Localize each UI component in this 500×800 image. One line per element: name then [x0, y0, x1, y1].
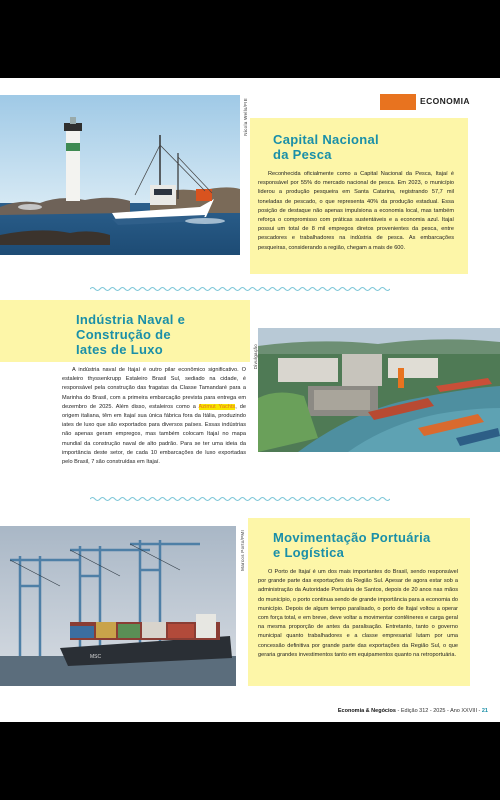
azimut-highlight: Azimut Yachts [198, 403, 236, 410]
photo-credit: Divulgação [253, 344, 258, 370]
shipyard-aerial-photo [258, 328, 500, 452]
fishing-boat-photo [0, 95, 240, 255]
photo-credit: Nicola Wells/FIE [243, 98, 248, 136]
port-cranes-photo [0, 526, 236, 686]
section-tag [380, 94, 500, 110]
section-tag-label: ECONOMIA [420, 96, 470, 106]
magazine-brand: Economia & Negócios [337, 708, 396, 714]
wavy-divider [90, 286, 390, 292]
movimentacao-portuaria-title: Movimentação Portuária e Logística [273, 530, 431, 560]
photo-credit: Marcos Porto/PMI [240, 530, 245, 571]
edition-info: - Edição 312 - 2025 - Ano XXVIII - [395, 708, 482, 714]
page-number: 21 [481, 708, 488, 714]
capital-pesca-body: Reconhecida oficialmente como a Capital Nacional da Pesca, Itajaí é responsável por 55% do mercado nacional de pesca. Em 2023, o município liderou a produção pesqueira em Santa Catarina, registrando 57,7 mil toneladas de pescado, o que representa 40% da produção estadual. Essa posição de destaque não apenas impulsiona a economia local, mas também reforça o compromisso com práticas sustentáveis e a economia azul. Itajaí possui um total de 8 mil empregos diretos provenientes da pesca, entre pescadores e trabalhadores na indústria de pesca. As embarcações pesqueiras, considerando a região, chegam a mais de 600. [258, 171, 454, 251]
svg-text:MSC: MSC [90, 654, 102, 660]
wavy-divider [90, 496, 390, 502]
movimentacao-portuaria-body: O Porto de Itajaí é um dos mais importantes do Brasil, sendo responsável por grande parte das exportações da Região Sul. Apesar de agora estar sob a administração da Autoridade Portuária de Santos, depois de 20 anos nas mãos do município, o porto continua sendo de grande importância para a economia do município. Depois de algum tempo paralisado, o porto de Itajaí voltou a operar com força total, e em breve, deve voltar a movimentar contêineres e carga geral na mesma proporção de antes da paralisação. Entretanto, tanto o governo municipal quanto trabalhadores e a classe empresarial lutam por uma concessão definitiva por grande parte das exportações da Região Sul, o que geraria grandes investimentos tanto em equipamentos quanto na retroportuária. [258, 569, 458, 658]
magazine-page [0, 78, 500, 722]
industria-naval-title: Indústria Naval e Construção de Iates de Luxo [76, 312, 186, 357]
industria-naval-body: A indústria naval de Itajaí é outro pilar econômico significativo. O estaleiro thyssenkrupp Estaleiro Brasil Sul, sediado na cidade, é responsável pela construção das fragatas da Classe Tamandaré para a Marinha do Brasil, com a primeira embarcação prevista para entrega em dezembro de 2025. Além disso, estaleiros como a Azimut Yachts, de origem italiana, têm em Itajaí sua única fábrica fora da Itália, produzindo iates de luxo que são exportados para diversos países. Essas indústrias não apenas geram empregos, mas também colocam Itajaí no mapa mundial da construção naval de alto padrão. Para se ter uma ideia da importância deste setor, de cada 10 embarcações de luxo exportadas pelo Brasil, 7 são construídas em Itajaí. [62, 367, 247, 466]
page-footer [338, 708, 488, 714]
capital-pesca-title: Capital Nacional da Pesca [273, 132, 379, 162]
